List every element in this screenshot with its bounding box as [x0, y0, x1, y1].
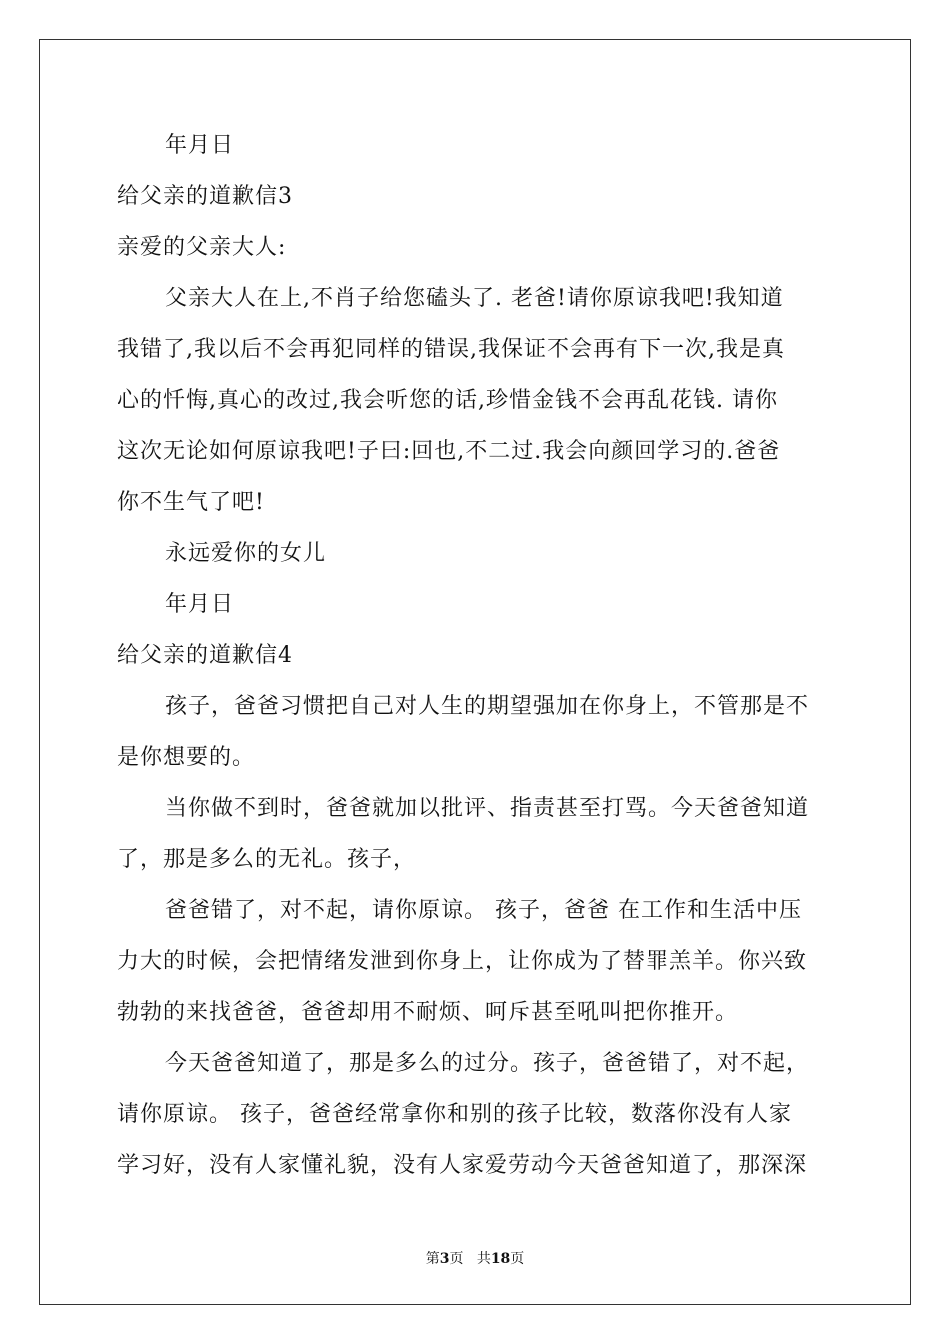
footer-prefix: 第 [425, 1251, 440, 1267]
page-footer [0, 1248, 950, 1268]
date-line: 年月日 [165, 592, 235, 617]
paragraph-line: 勃勃的来找爸爸，爸爸却用不耐烦、呵斥甚至吼叫把你推开。 [117, 1000, 739, 1025]
section-title: 给父亲的道歉信3 [117, 184, 293, 209]
date-line: 年月日 [165, 133, 235, 158]
paragraph-line: 力大的时候，会把情绪发泄到你身上，让你成为了替罪羔羊。你兴致 [117, 949, 808, 974]
paragraph-line: 爸爸错了，对不起，请你原谅。 孩子，爸爸 在工作和生活中压 [165, 898, 802, 923]
paragraph-line: 我错了,我以后不会再犯同样的错误,我保证不会再有下一次,我是真 [117, 337, 785, 362]
paragraph-line: 请你原谅。 孩子，爸爸经常拿你和别的孩子比较，数落你没有人家 [117, 1102, 792, 1127]
footer-page-number: 3 [439, 1251, 450, 1267]
paragraph-line: 这次无论如何原谅我吧!子曰:回也,不二过.我会向颜回学习的.爸爸 [117, 439, 781, 464]
section-title: 给父亲的道歉信4 [117, 643, 293, 668]
paragraph-line: 今天爸爸知道了，那是多么的过分。孩子，爸爸错了，对不起， [165, 1051, 810, 1076]
footer-total-prefix: 共 [476, 1251, 491, 1267]
footer-total-suffix: 页 [510, 1251, 525, 1267]
document-body [117, 120, 837, 1191]
paragraph-line: 心的忏悔,真心的改过,我会听您的话,珍惜金钱不会再乱花钱. 请你 [117, 388, 778, 413]
signature-line: 永远爱你的女儿 [165, 541, 327, 566]
footer-page-suffix: 页 [449, 1251, 464, 1267]
paragraph-line: 当你做不到时，爸爸就加以批评、指责甚至打骂。今天爸爸知道 [165, 796, 810, 821]
paragraph-line: 你不生气了吧! [117, 490, 265, 515]
paragraph-line: 父亲大人在上,不肖子给您磕头了. 老爸!请你原谅我吧!我知道 [165, 286, 784, 311]
paragraph-line: 了，那是多么的无礼。孩子， [117, 847, 417, 872]
paragraph-line: 学习好，没有人家懂礼貌，没有人家爱劳动今天爸爸知道了，那深深 [117, 1153, 808, 1178]
paragraph-line: 是你想要的。 [117, 745, 256, 770]
footer-total-pages: 18 [490, 1251, 511, 1267]
salutation: 亲爱的父亲大人: [117, 235, 287, 260]
paragraph-line: 孩子，爸爸习惯把自己对人生的期望强加在你身上，不管那是不 [165, 694, 810, 719]
